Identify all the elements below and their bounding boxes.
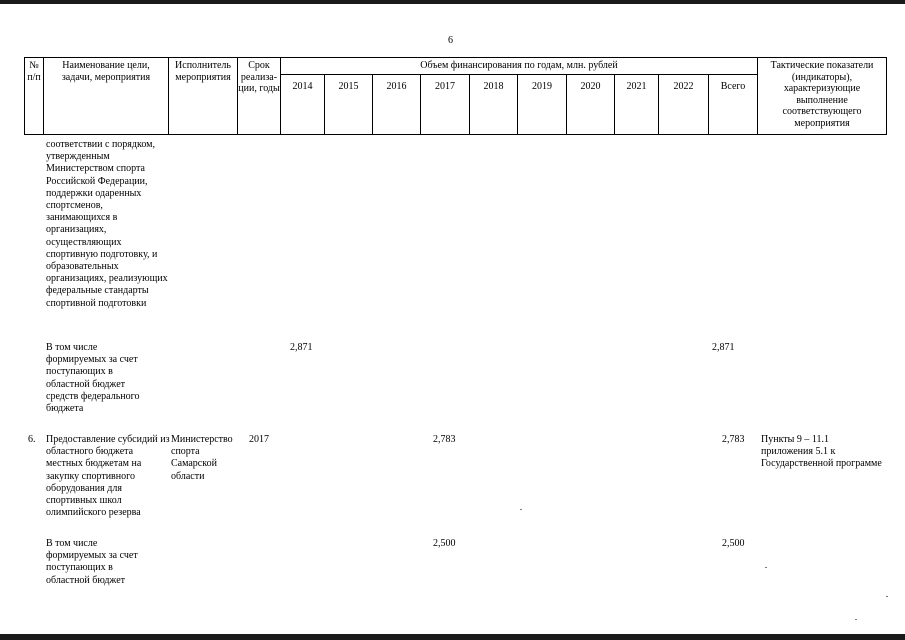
row-6-text: Предоставление субсидий из областного бюджета местных бюджетам на закупку спортивного оборудования для спортивных школ олимпийского резерва (46, 434, 170, 519)
header-divider (43, 57, 44, 135)
year-2017: 2017 (435, 81, 455, 92)
row-6-term: 2017 (249, 434, 269, 445)
subrow-regional-total: 2,500 (722, 538, 745, 549)
bottom-scan-border (0, 634, 905, 640)
header-num: № п/п (27, 60, 41, 83)
header-divider (757, 57, 758, 135)
row-number: 6. (28, 434, 36, 445)
header-funding: Объем финансирования по годам, млн. рублей (420, 60, 618, 71)
year-2022: 2022 (673, 81, 694, 92)
scan-speck (520, 509, 522, 510)
year-2018: 2018 (483, 81, 504, 92)
row-6-2017: 2,783 (433, 434, 456, 445)
subrow-federal-total: 2,871 (712, 342, 735, 353)
year-2014: 2014 (292, 81, 313, 92)
year-total: Всего (720, 81, 746, 92)
year-2019: 2019 (532, 81, 552, 92)
subrow-regional-2017: 2,500 (433, 538, 456, 549)
subrow-regional-text: В том числе формируемых за счет поступающих в областной бюджет (46, 538, 138, 586)
scan-speck (765, 567, 767, 568)
top-scan-border (0, 0, 905, 4)
header-executor: Исполнитель мероприятия (175, 60, 231, 83)
subrow-federal-text: В том числе формируемых за счет поступающих в областной бюджет средств федерального бюджета (46, 342, 140, 415)
header-name: Наименование цели, задачи, мероприятия (61, 60, 151, 83)
scan-speck (886, 596, 888, 597)
row-6-total: 2,783 (722, 434, 745, 445)
scan-speck (855, 619, 857, 620)
subrow-federal-2014: 2,871 (290, 342, 313, 353)
header-term: Срок реализа-ции, годы (238, 60, 280, 94)
funding-subheader-line (280, 74, 757, 75)
year-2015: 2015 (338, 81, 359, 92)
continued-item-text: соответствии с порядком, утвержденным Министерством спорта Российской Федерации, поддержки одаренных спортсменов, занимающихся в организациях, осуществляющих спортивную подготовку, и образовательных организациях, реализующих федеральные стандарты спортивной подготовки (46, 139, 168, 309)
row-6-indicators: Пункты 9 – 11.1 приложения 5.1 к Государственной программе (761, 434, 882, 470)
header-indicators: Тактические показатели (индикаторы), характеризующие выполнение соответствующего мероприятия (770, 60, 874, 129)
page-number: 6 (448, 35, 453, 46)
row-6-executor: Министерство спорта Самарской области (171, 434, 233, 482)
year-2020: 2020 (580, 81, 601, 92)
year-2016: 2016 (386, 81, 407, 92)
year-2021: 2021 (626, 81, 647, 92)
